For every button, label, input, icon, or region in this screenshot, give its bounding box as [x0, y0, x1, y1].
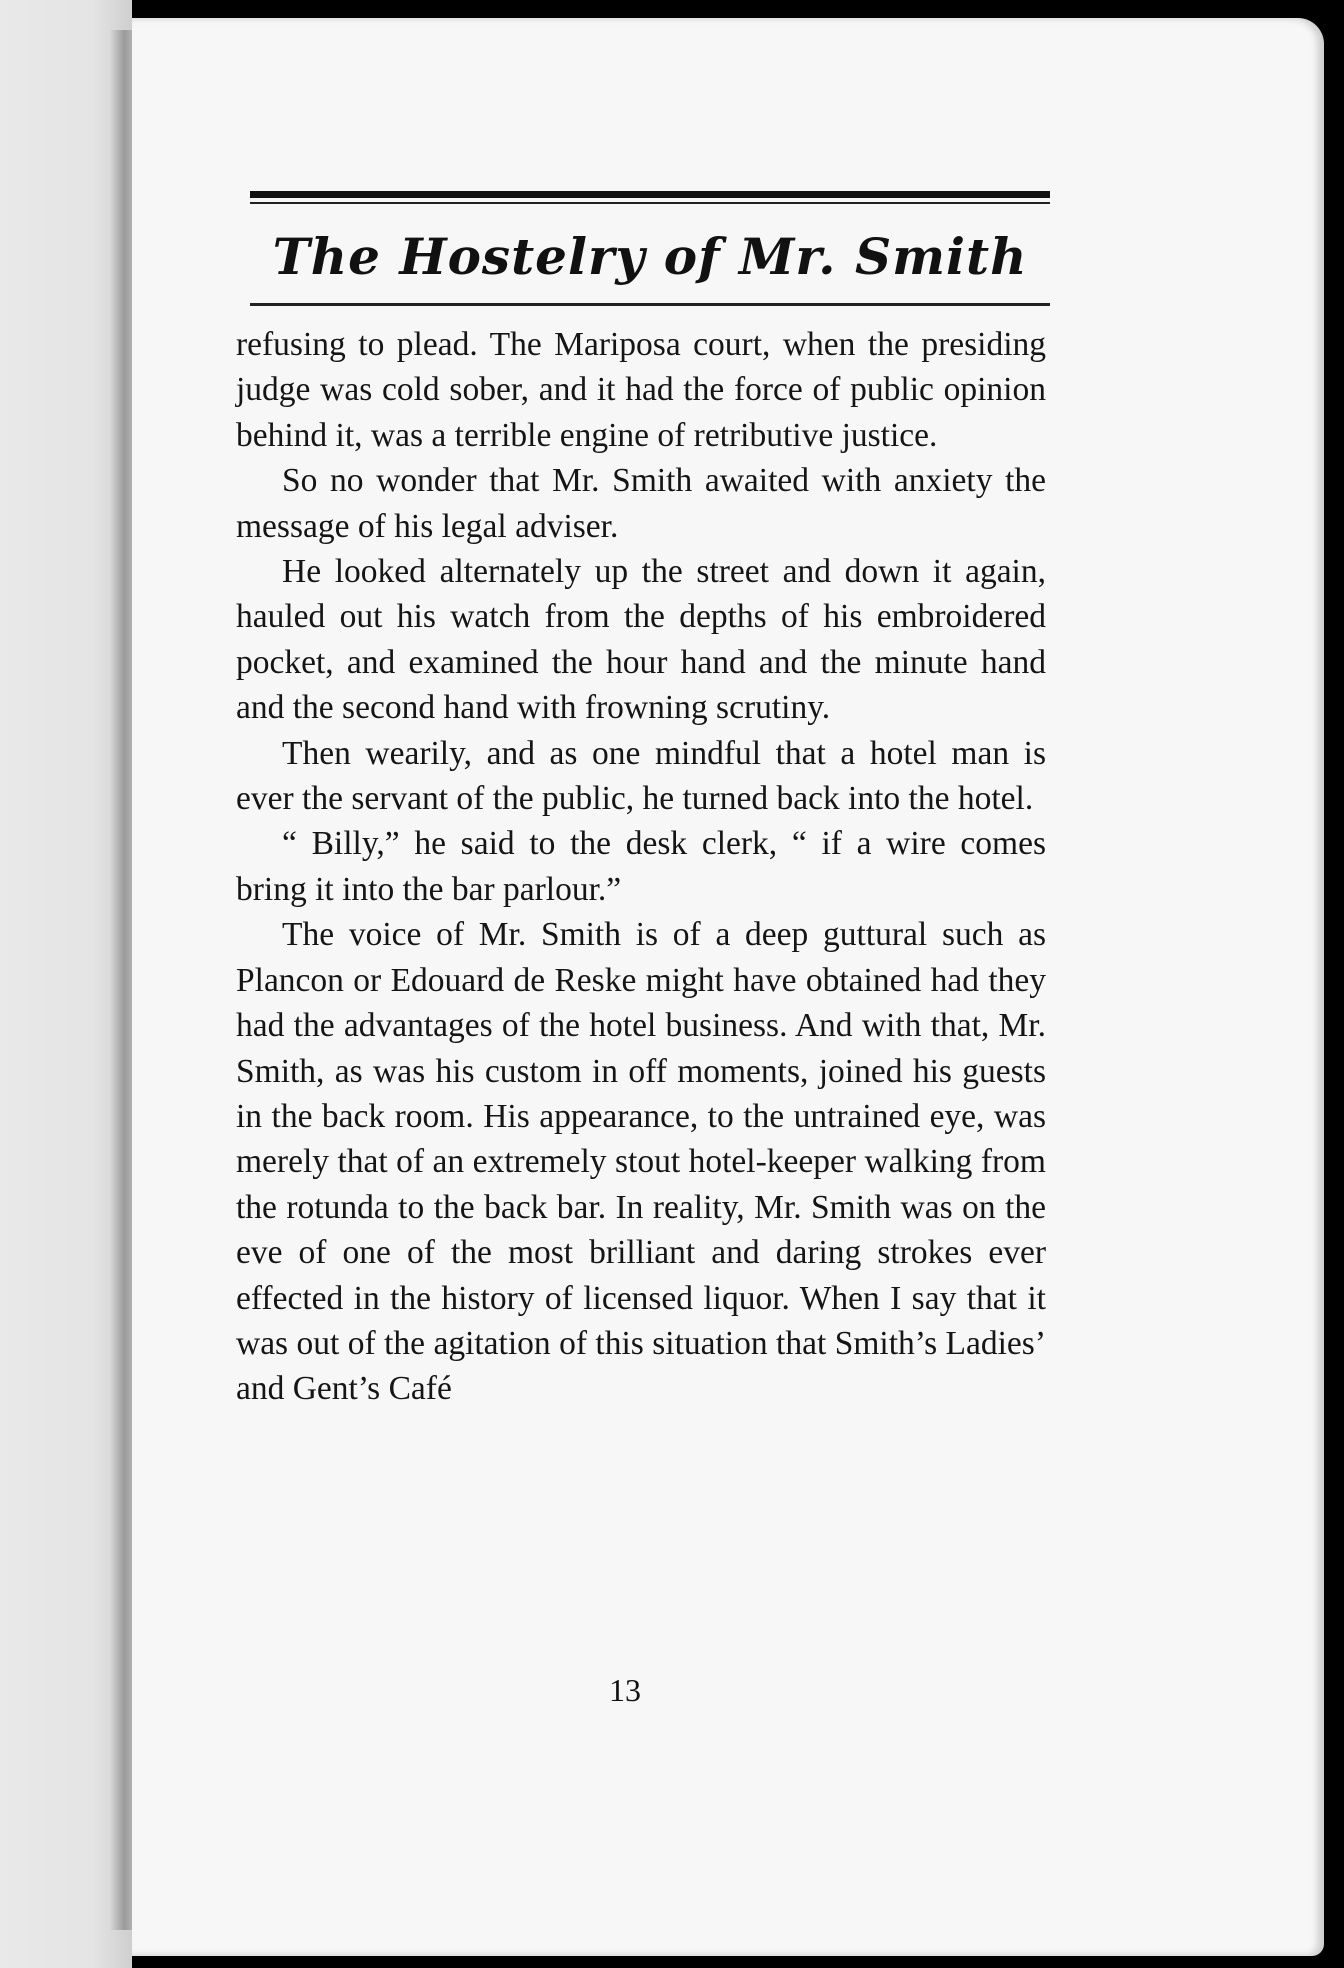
body-text — [236, 322, 1046, 1412]
paragraph: He looked alternately up the street and down it again, hauled out his watch from the depths of his embroidered pocket, and examined the hour hand and the minute hand and the second hand with frowning scrutiny. — [236, 553, 1046, 727]
header-rule-bottom — [250, 303, 1050, 306]
paragraph: “ Billy,” he said to the desk clerk, “ if a wire comes bring it into the bar parlour.” — [236, 825, 1046, 908]
page-number: 13 — [609, 1672, 641, 1708]
running-head: The Hostelry of Mr. Smith — [272, 227, 1028, 286]
paragraph: Then wearily, and as one mindful that a hotel man is ever the servant of the public, he turned back into the hotel. — [236, 734, 1046, 818]
paragraph: So no wonder that Mr. Smith awaited with anxiety the message of his legal adviser. — [236, 462, 1046, 545]
page-header — [250, 185, 1050, 320]
paragraph: refusing to plead. The Mariposa court, when the presiding judge was cold sober, and it had the force of public opinion behind it, was a terrible engine of retributive justice. — [236, 326, 1046, 454]
header-rule-thin — [250, 202, 1050, 204]
header-rule-thick — [250, 191, 1050, 198]
paragraph: The voice of Mr. Smith is of a deep guttural such as Plancon or Edouard de Reske might have obtained had they had the advantages of the hotel business. And with that, Mr. Smith, as was his custom in off moments, joined his guests in the back room. His appearance, to the untrained eye, was merely that of an extremely stout hotel-keeper walking from the rotunda to the back bar. In reality, Mr. Smith was on the eve of one of the most brilliant and daring strokes ever effected in the history of licensed liquor. When I say that it was out of the agitation of this situation that Smith’s Ladies’ and Gent’s Café — [236, 916, 1046, 1408]
